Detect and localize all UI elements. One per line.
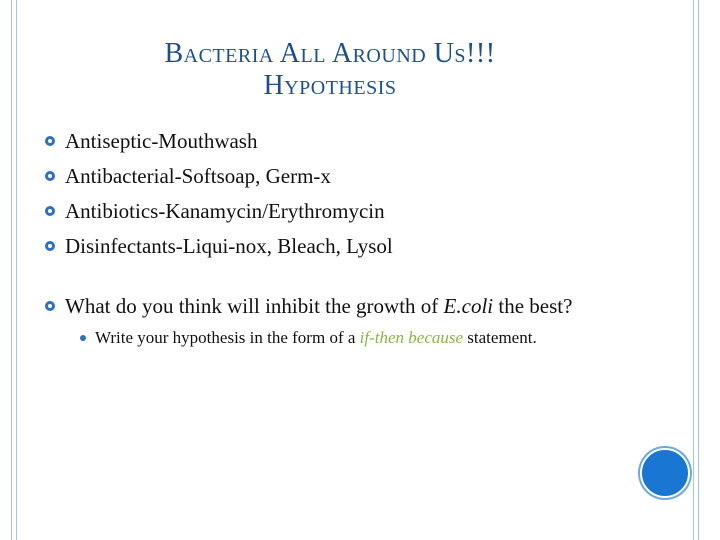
right-frame-line-inner [693, 0, 694, 540]
ring-bullet-icon [45, 206, 55, 216]
question-text-before: What do you think will inhibit the growth of [65, 294, 444, 318]
bullet-item [44, 128, 614, 154]
bullet-text: Disinfectants-Liqui-nox, Bleach, Lysol [65, 234, 393, 258]
bullet-item [44, 163, 614, 189]
left-frame-line-outer [11, 0, 12, 540]
dot-bullet-icon [80, 335, 86, 341]
organism-name: E.coli [443, 294, 494, 318]
title-line-1: Bacteria All Around Us!!! [164, 38, 496, 69]
question-bullet [44, 293, 614, 350]
bullet-text: Antiseptic-Mouthwash [65, 129, 258, 153]
decorative-circle [640, 448, 690, 498]
question-text-after: the best? [493, 294, 573, 318]
bullet-item [44, 198, 614, 224]
bullet-list [44, 128, 614, 359]
bullet-item [44, 233, 614, 259]
title-line-2: Hypothesis [263, 70, 397, 101]
ring-bullet-icon [45, 301, 55, 311]
ring-bullet-icon [45, 241, 55, 251]
sub-text-after: statement. [463, 328, 537, 347]
left-frame-line-inner [16, 0, 17, 540]
ring-bullet-icon [45, 136, 55, 146]
sub-text-before: Write your hypothesis in the form of a [95, 328, 360, 347]
sub-bullet-item [65, 326, 614, 350]
sub-bullet-list [65, 326, 614, 350]
bullet-text: Antibacterial-Softsoap, Germ-x [65, 164, 331, 188]
slide-title [40, 38, 620, 102]
if-then-highlight: if-then because [359, 328, 464, 347]
ring-bullet-icon [45, 171, 55, 181]
bullet-text: Antibiotics-Kanamycin/Erythromycin [65, 199, 385, 223]
right-frame-line-outer [698, 0, 699, 540]
